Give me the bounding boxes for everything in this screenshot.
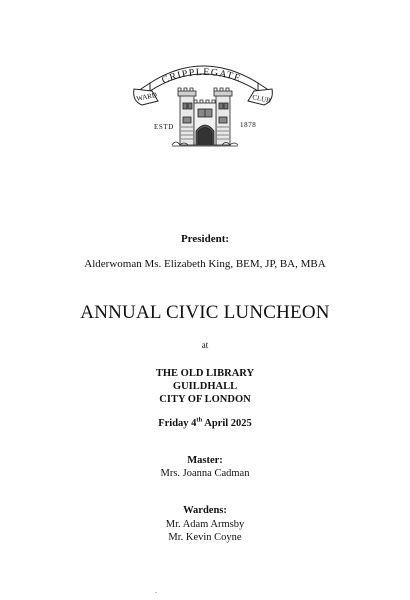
- crest-est-label: ESTD: [154, 123, 174, 131]
- cripplegate-ward-club-crest: [128, 55, 278, 155]
- master-name: Mrs. Joanna Cadman: [160, 468, 250, 479]
- gatehouse-illustration: [172, 88, 238, 146]
- date-prefix: Friday 4: [158, 418, 197, 429]
- date-ordinal: th: [196, 416, 203, 424]
- venue-line: CITY OF LONDON: [159, 394, 251, 405]
- crest-right-word: CLUB: [251, 93, 272, 105]
- event-date: [0, 418, 410, 429]
- event-title: ANNUAL CIVIC LUNCHEON: [80, 302, 330, 323]
- crest-year: 1878: [240, 121, 257, 129]
- president-name: Alderwoman Ms. Elizabeth King, BEM, JP, BA, MBA: [84, 258, 326, 270]
- crest-left-word: WARD: [135, 90, 158, 103]
- wardens-label: Wardens:: [183, 505, 227, 516]
- date-rest: April 2025: [202, 418, 252, 429]
- president-label: President:: [180, 233, 230, 245]
- venue-line: GUILDHALL: [172, 381, 238, 392]
- warden-name: Mr. Kevin Coyne: [168, 532, 242, 543]
- venue-line: THE OLD LIBRARY: [155, 368, 255, 379]
- warden-name: Mr. Adam Armsby: [165, 519, 245, 530]
- master-label: Master:: [187, 455, 223, 466]
- at-text: at: [201, 340, 209, 350]
- scan-speck: [155, 592, 157, 593]
- crest-ribbon-text: CRIPPLEGATE: [160, 66, 243, 87]
